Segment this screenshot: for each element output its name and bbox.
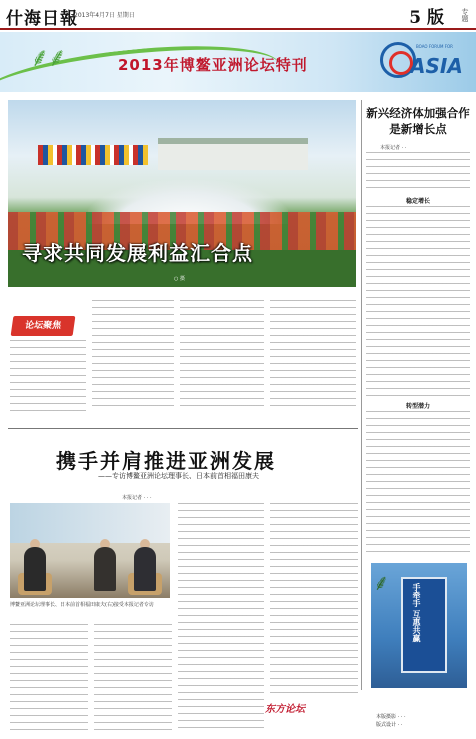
person [24, 547, 46, 591]
body-text-block [10, 624, 88, 734]
flags-row [38, 145, 148, 165]
side-headline: 新兴经济体加强合作是新增长点 [366, 106, 470, 136]
interview-photo-caption: 博鳌亚洲论坛理事长、日本前首相福田康夫(右)接受本报记者专访 [10, 602, 154, 608]
banner-title: 2013年博鳌亚洲论坛特刊 [118, 56, 308, 74]
design-credit-line: 版式设计 · · [376, 722, 403, 728]
person [94, 547, 116, 591]
body-text-block [92, 300, 174, 412]
side-text-block [366, 206, 470, 396]
body-text-block [270, 300, 356, 412]
forum-sign [401, 577, 447, 673]
interview-headline: 携手并肩推进亚洲发展 [56, 449, 276, 473]
lead-headline: 寻求共同发展利益汇合点 [22, 241, 253, 265]
column-divider [361, 100, 362, 690]
forum-banner [0, 32, 476, 92]
palm-tree-icon: ⸙ [373, 571, 390, 596]
side-subhead: 转型潜力 [405, 403, 430, 410]
interview-photo [10, 503, 170, 598]
photo-credit-line: 本版摄影 · · · [376, 714, 406, 720]
footer-logo: 东方论坛 [265, 704, 305, 715]
issue-date: 2013年4月7日 星期日 [74, 12, 135, 19]
side-subhead: 稳定增长 [405, 198, 430, 205]
logo-small-text: BOAO FORUM FOR [416, 44, 453, 49]
side-photo [371, 563, 467, 688]
building-shape [158, 138, 308, 170]
masthead [0, 0, 476, 30]
boao-forum-logo [380, 40, 468, 86]
photo-credit: ○ 摄 [174, 276, 185, 282]
body-text-block [178, 503, 264, 731]
page-credits [376, 713, 472, 729]
paper-name: 什海日報 [6, 9, 78, 29]
palm-tree-icon: ⸙⸙ [30, 43, 66, 73]
logo-word: ASIA [410, 54, 463, 78]
section-badge: 论坛聚焦 [11, 316, 76, 336]
side-byline: 本报记者 · · [380, 145, 407, 151]
body-text-block [270, 503, 358, 693]
side-text-block [366, 152, 470, 192]
person [134, 547, 156, 591]
body-text-block [10, 340, 86, 412]
body-text-block [180, 300, 264, 412]
page-number: 5 版 [409, 8, 444, 28]
section-rule [8, 428, 358, 429]
body-text-block [94, 624, 172, 734]
interview-subheadline: ——专访博鳌亚洲论坛理事长、日本前首相福田康夫 [98, 472, 259, 480]
page-section: 专题 [461, 8, 469, 22]
lead-photo [8, 100, 356, 287]
backdrop [10, 503, 170, 543]
interview-byline: 本报记者 · · · [122, 495, 152, 501]
side-text-block [366, 411, 470, 556]
sign-text: 手牵手 互惠共赢 [412, 583, 421, 642]
